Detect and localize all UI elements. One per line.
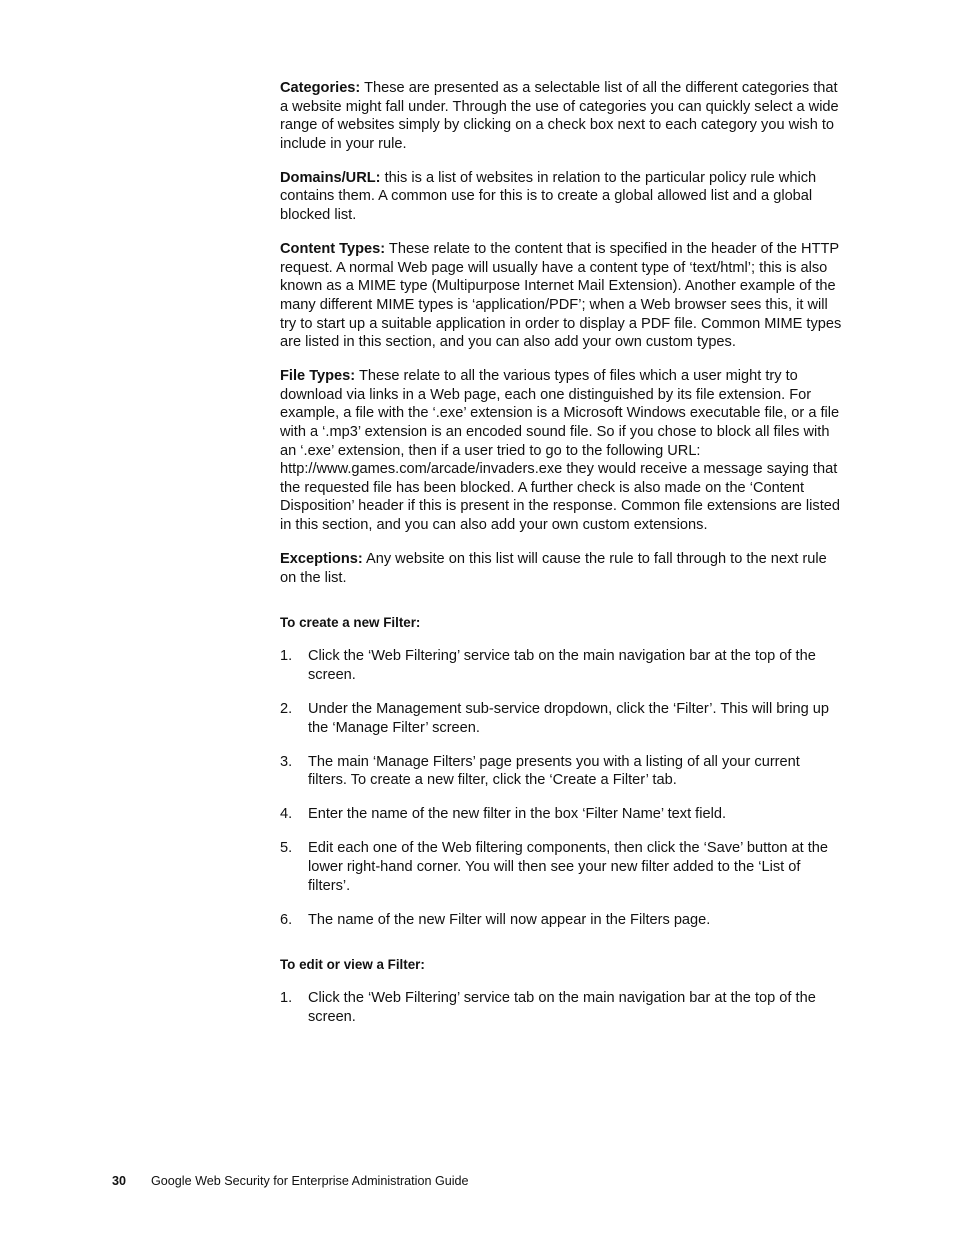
step-number: 5. <box>280 840 293 857</box>
term-description: These relate to the content that is specified in the header of the HTTP request. A normal Web page will usually have a content type of ‘text/html’; this is also known as a MIME type (Multipurpose Internet Mail Extension). Another example of the many different MIME types is ‘application/PDF’; when a Web browser sees this, it will try to start up a suitable application in order to display a PDF file. Common MIME types are listed in this section, and you can also add your own custom types. <box>280 241 842 351</box>
step-text: Enter the name of the new filter in the box ‘Filter Name’ text field. <box>308 806 727 823</box>
term-description: this is a list of websites in relation to the particular policy rule which contains them. A common use for this is to create a global allowed list and a global blocked list. <box>280 169 817 224</box>
paragraph-categories <box>280 79 842 153</box>
step-number: 1. <box>280 648 293 665</box>
page-footer <box>112 1173 469 1189</box>
term-label: Categories: <box>280 80 361 96</box>
list-item <box>280 911 842 930</box>
paragraph-domains-url <box>280 169 842 225</box>
step-text: Under the Management sub-service dropdown, click the ‘Filter’. This will bring up the ‘Manage Filter’ screen. <box>308 700 830 736</box>
list-item <box>280 700 842 737</box>
step-number: 4. <box>280 806 293 823</box>
paragraph-exceptions <box>280 550 842 587</box>
step-number: 1. <box>280 990 293 1007</box>
paragraph-content-types <box>280 240 842 352</box>
term-description: Any website on this list will cause the rule to fall through to the next rule on the list. <box>280 551 827 586</box>
document-title: Google Web Security for Enterprise Administration Guide <box>151 1174 469 1188</box>
term-label: Exceptions: <box>280 551 363 568</box>
term-label: Content Types: <box>280 241 386 258</box>
step-number: 2. <box>280 700 293 717</box>
step-text: The main ‘Manage Filters’ page presents you with a listing of all your current filters. To create a new filter, click the ‘Create a Filter’ tab. <box>308 753 800 789</box>
list-item <box>280 839 842 895</box>
page-number: 30 <box>112 1174 127 1188</box>
term-description: These relate to all the various types of files which a user might try to download via links in a Web page, each one distinguished by its file extension. For example, a file with the ‘.exe’ extension is a Microsoft Windows executable file, or a file with a ‘.mp3’ extension is an encoded sound file. So if you chose to block all files with an ‘.exe’ extension, then if a user tried to go to the following URL: http://www.games.com/arcade/invaders.exe they would receive a message saying that the requested file has been blocked. A further check is also made on the ‘Content Disposition’ header if this is present in the response. Common file extensions are listed in this section, and you can also add your own custom extensions. <box>280 368 840 533</box>
list-item <box>280 753 842 790</box>
step-number: 3. <box>280 753 293 770</box>
list-item <box>280 647 842 684</box>
paragraph-file-types <box>280 367 842 534</box>
step-number: 6. <box>280 911 293 928</box>
edit-filter-heading: To edit or view a Filter: <box>280 957 425 973</box>
list-item <box>280 805 842 824</box>
term-label: Domains/URL: <box>280 169 381 186</box>
step-text: The name of the new Filter will now appear in the Filters page. <box>308 911 711 928</box>
step-text: Click the ‘Web Filtering’ service tab on the main navigation bar at the top of the screen. <box>308 990 816 1025</box>
create-filter-heading: To create a new Filter: <box>280 615 421 631</box>
term-description: These are presented as a selectable list of all the different categories that a website might fall under. Through the use of categories you can quickly select a wide range of websites simply by clicking on a check box next to each category you wish to include in your rule. <box>280 80 839 152</box>
step-text: Click the ‘Web Filtering’ service tab on the main navigation bar at the top of the screen. <box>308 648 816 683</box>
create-filter-steps <box>280 647 842 929</box>
edit-filter-steps <box>280 989 842 1026</box>
term-label: File Types: <box>280 368 356 385</box>
step-text: Edit each one of the Web filtering components, then click the ‘Save’ button at the lower right-hand corner. You will then see your new filter added to the ‘List of filters’. <box>308 840 829 894</box>
page-content <box>280 79 842 1042</box>
list-item <box>280 989 842 1026</box>
